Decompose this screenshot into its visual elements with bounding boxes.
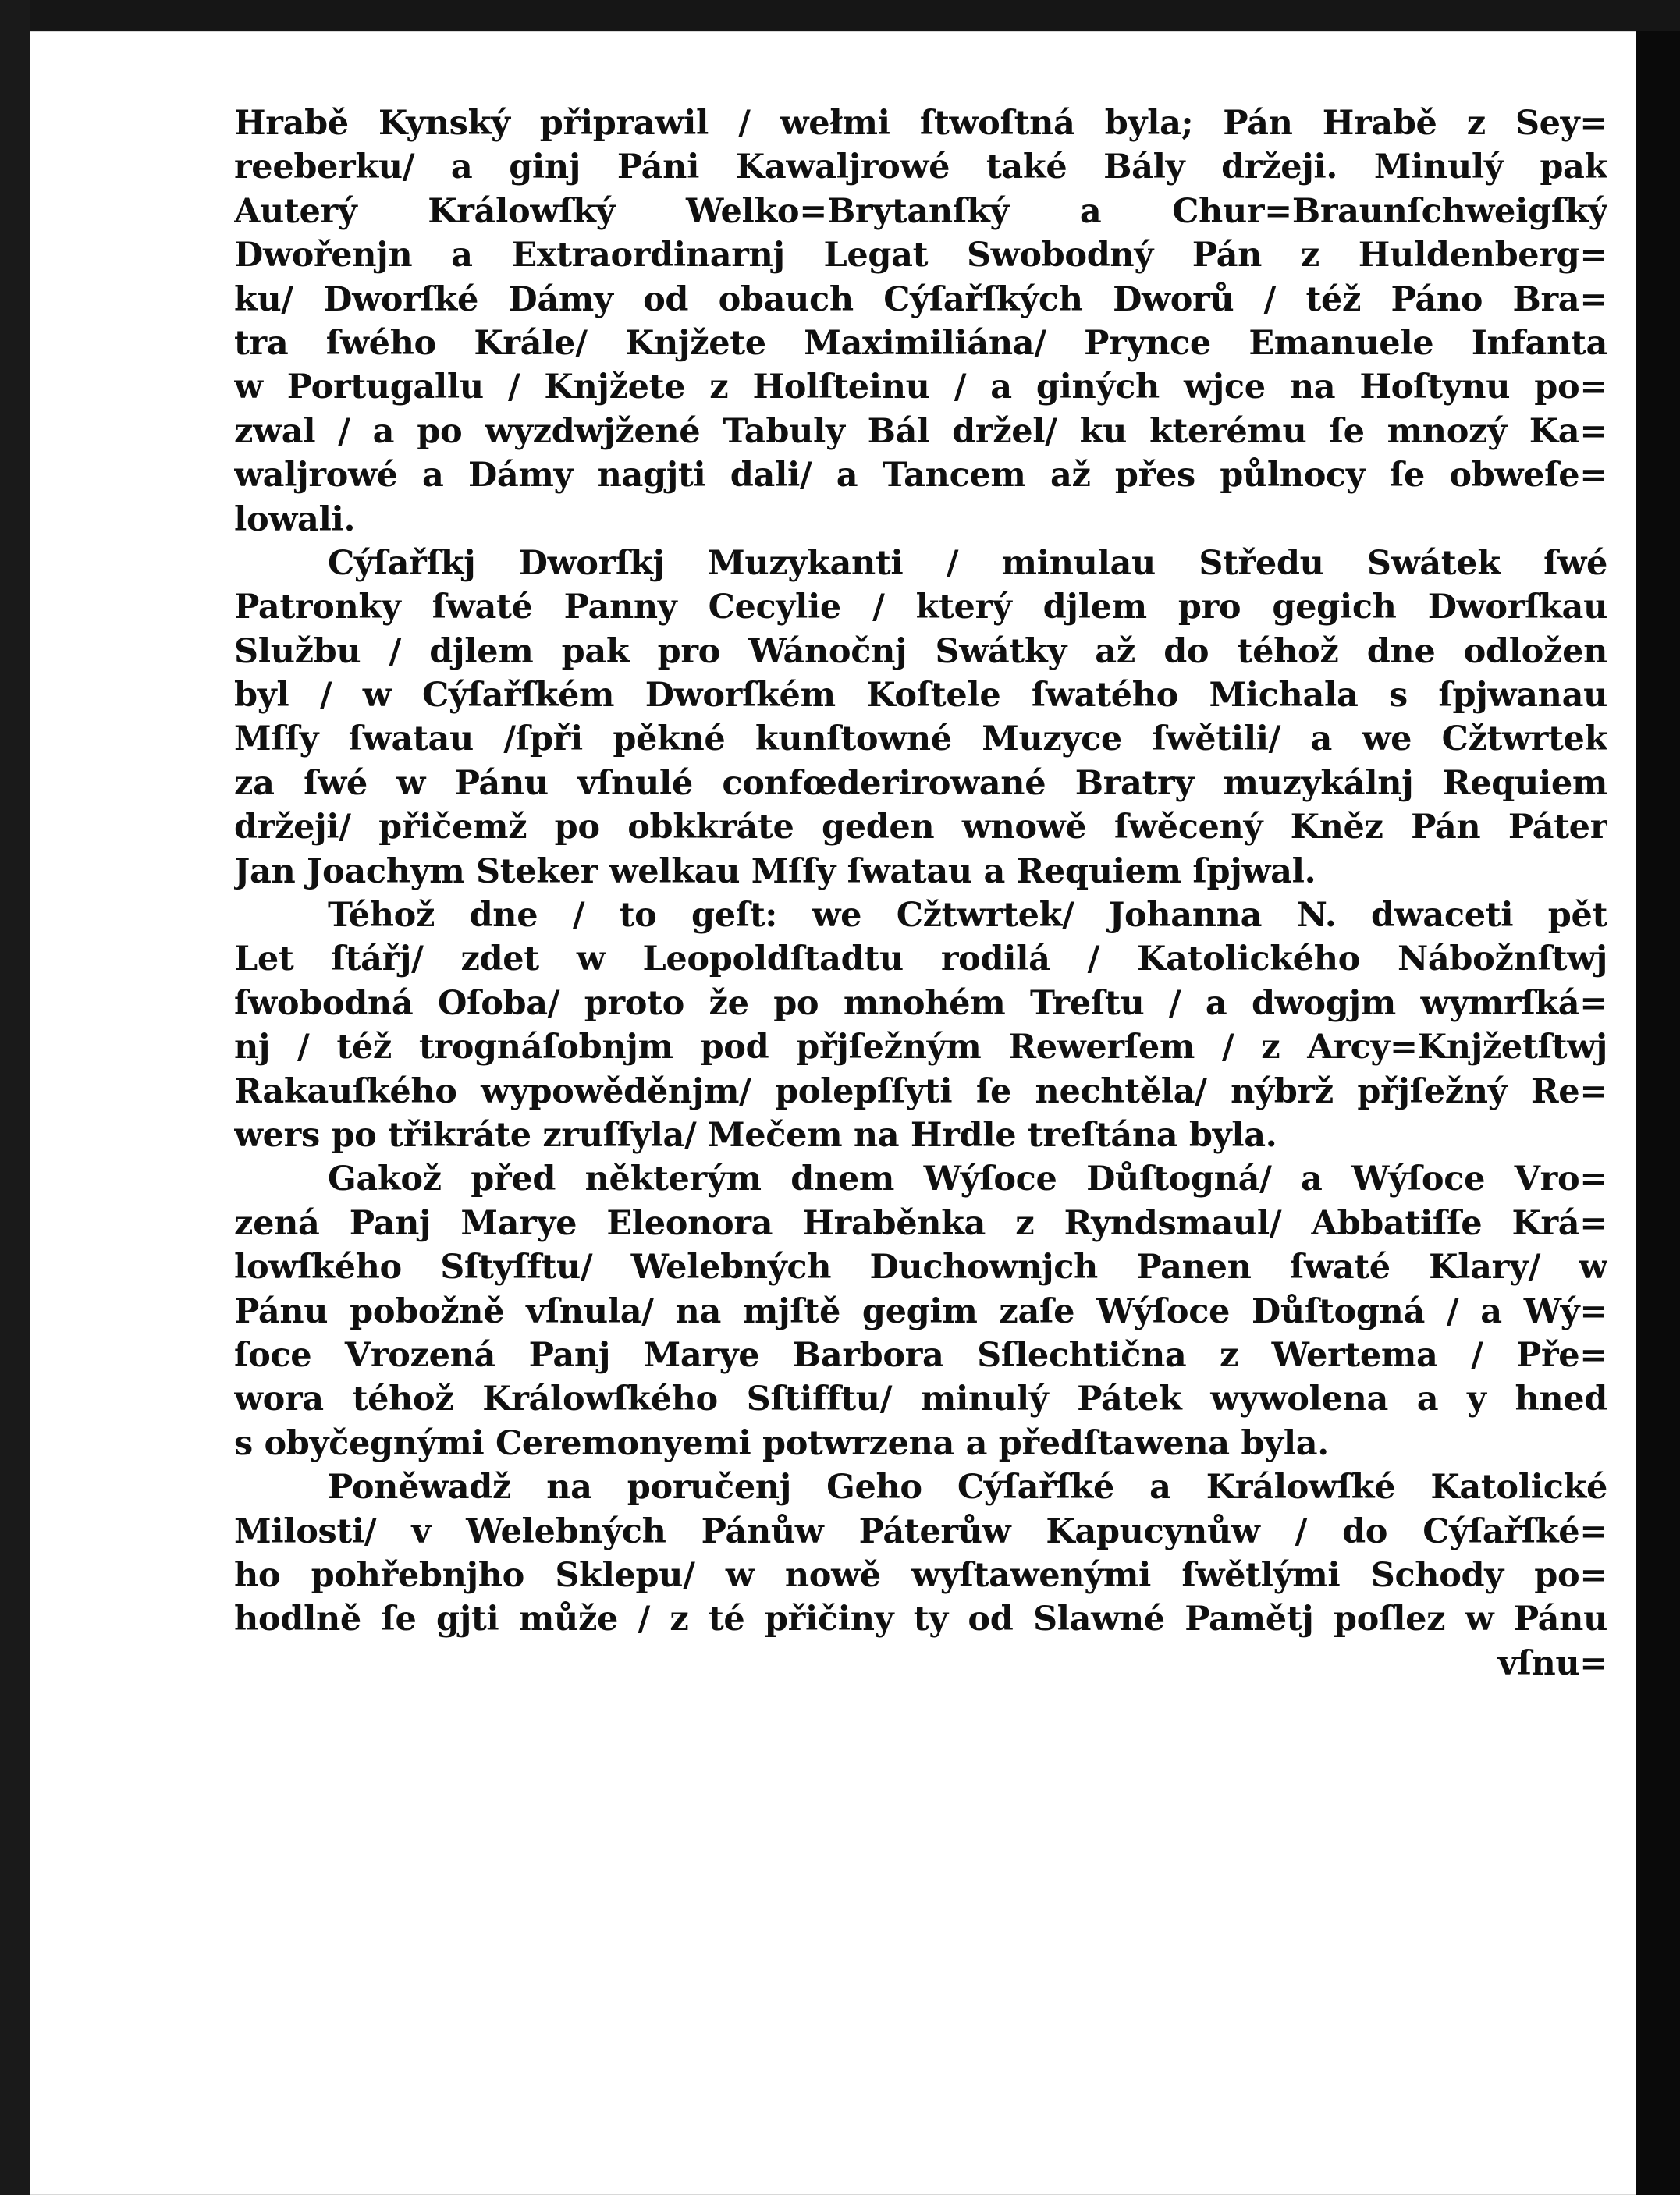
text-line: Pánu pobožně vſnula/ na mjſtě gegim zaſe Wýſoce Důſtogná / a Wý=: [234, 1291, 1607, 1331]
text-line: hodlně ſe gjti může / z té přičiny ty od Slawné Pamětj poſlez w Pánu: [234, 1600, 1607, 1639]
text-line: Milosti/ v Welebných Pánůw Páterůw Kapucynůw / do Cýſařſké=: [234, 1511, 1607, 1551]
paragraph-start-line: Gakož před některým dnem Wýſoce Důſtogná/ a Wýſoce Vro=: [328, 1160, 1607, 1199]
page-body-text: [234, 101, 1607, 1685]
text-line: držeji/ přičemž po obkkráte geden wnowě ſwěcený Kněz Pán Páter: [234, 808, 1607, 847]
text-line: za ſwé w Pánu vſnulé confœderirowané Bratry muzykálnj Requiem: [234, 763, 1607, 803]
text-line: waljrowé a Dámy nagjti dali/ a Tancem až přes půlnocy ſe obweſe=: [234, 456, 1607, 495]
text-line: lowſkého Sſtyſftu/ Welebných Duchownjch Panen ſwaté Klary/ w: [234, 1248, 1607, 1288]
paragraph-start-line: Cýſařſkj Dworſkj Muzykanti / minulau Středu Swátek ſwé: [328, 543, 1607, 583]
text-line: wora téhož Králowſkého Sſtifftu/ minulý Pátek wywolena a y hned: [234, 1380, 1607, 1419]
text-line: Službu / djlem pak pro Wánočnj Swátky až do téhož dne odložen: [234, 631, 1607, 671]
text-line: Hrabě Kynský připrawil / wełmi ſtwoſtná byla; Pán Hrabě z Sey=: [234, 104, 1607, 143]
text-line: Auterý Králowſký Welko=Brytanſký a Chur=Braunſchweigſký: [234, 191, 1607, 231]
text-line: Mſſy ſwatau /ſpři pěkné kunſtowné Muzyce ſwětili/ a we Cžtwrtek: [234, 719, 1607, 759]
text-line: Dwořenjn a Extraordinarnj Legat Swobodný Pán z Huldenberg=: [234, 236, 1607, 275]
text-line: Jan Joachym Steker welkau Mſſy ſwatau a Requiem ſpjwal.: [234, 851, 1316, 891]
scan-border-right: [1636, 31, 1680, 2195]
text-line: zwal / a po wyzdwjžené Tabuly Bál držel/ ku kterému ſe mnozý Ka=: [234, 411, 1607, 451]
text-line: reeberku/ a ginj Páni Kawaljrowé také Bály držeji. Minulý pak: [234, 147, 1607, 187]
text-line: s obyčegnými Ceremonyemi potwrzena a předſtawena byla.: [234, 1423, 1329, 1463]
scan-border-left: [0, 0, 30, 2195]
text-line: nj / též trognáſobnjm pod přjſežným Rewerſem / z Arcy=Knjžetſtwj: [234, 1028, 1607, 1067]
paragraph-start-line: Poněwadž na poručenj Geho Cýſařſké a Králowſké Katolické: [328, 1468, 1607, 1508]
text-line: w Portugallu / Knjžete z Holſteinu / a giných wjce na Hoſtynu po=: [234, 368, 1607, 407]
text-line: ho pohřebnjho Sklepu/ w nowě wyſtawenými ſwětlými Schody po=: [234, 1555, 1607, 1595]
text-line: ku/ Dworſké Dámy od obauch Cýſařſkých Dworů / též Páno Bra=: [234, 279, 1607, 319]
text-line: tra ſwého Krále/ Knjžete Maximiliána/ Prynce Emanuele Infanta: [234, 323, 1607, 363]
catchword: vſnu=: [1497, 1643, 1607, 1683]
text-line: zená Panj Marye Eleonora Hraběnka z Ryndsmaul/ Abbatiſſe Krá=: [234, 1203, 1607, 1243]
text-line: ſoce Vrozená Panj Marye Barbora Sſlechtična z Wertema / Pře=: [234, 1335, 1607, 1375]
text-line: Patronky ſwaté Panny Cecylie / který djlem pro gegich Dworſkau: [234, 588, 1607, 627]
text-line: wers po třikráte zruſſyla/ Mečem na Hrdle treſtána byla.: [234, 1115, 1277, 1155]
text-line: ſwobodná Oſoba/ proto že po mnohém Treſtu / a dwogjm wymrſká=: [234, 983, 1607, 1023]
text-line: byl / w Cýſařſkém Dworſkém Koſtele ſwatého Michala s ſpjwanau: [234, 676, 1607, 716]
scan-border-top: [0, 0, 1680, 31]
text-line: Let ſtářj/ zdet w Leopoldſtadtu rodilá / Katolického Nábožnſtwj: [234, 939, 1607, 979]
paragraph-start-line: Téhož dne / to geſt: we Cžtwrtek/ Johanna N. dwaceti pět: [328, 896, 1607, 936]
text-line: Rakauſkého wypowěděnjm/ polepſſyti ſe nechtěla/ nýbrž přjſežný Re=: [234, 1071, 1607, 1111]
text-line: lowali.: [234, 499, 356, 539]
